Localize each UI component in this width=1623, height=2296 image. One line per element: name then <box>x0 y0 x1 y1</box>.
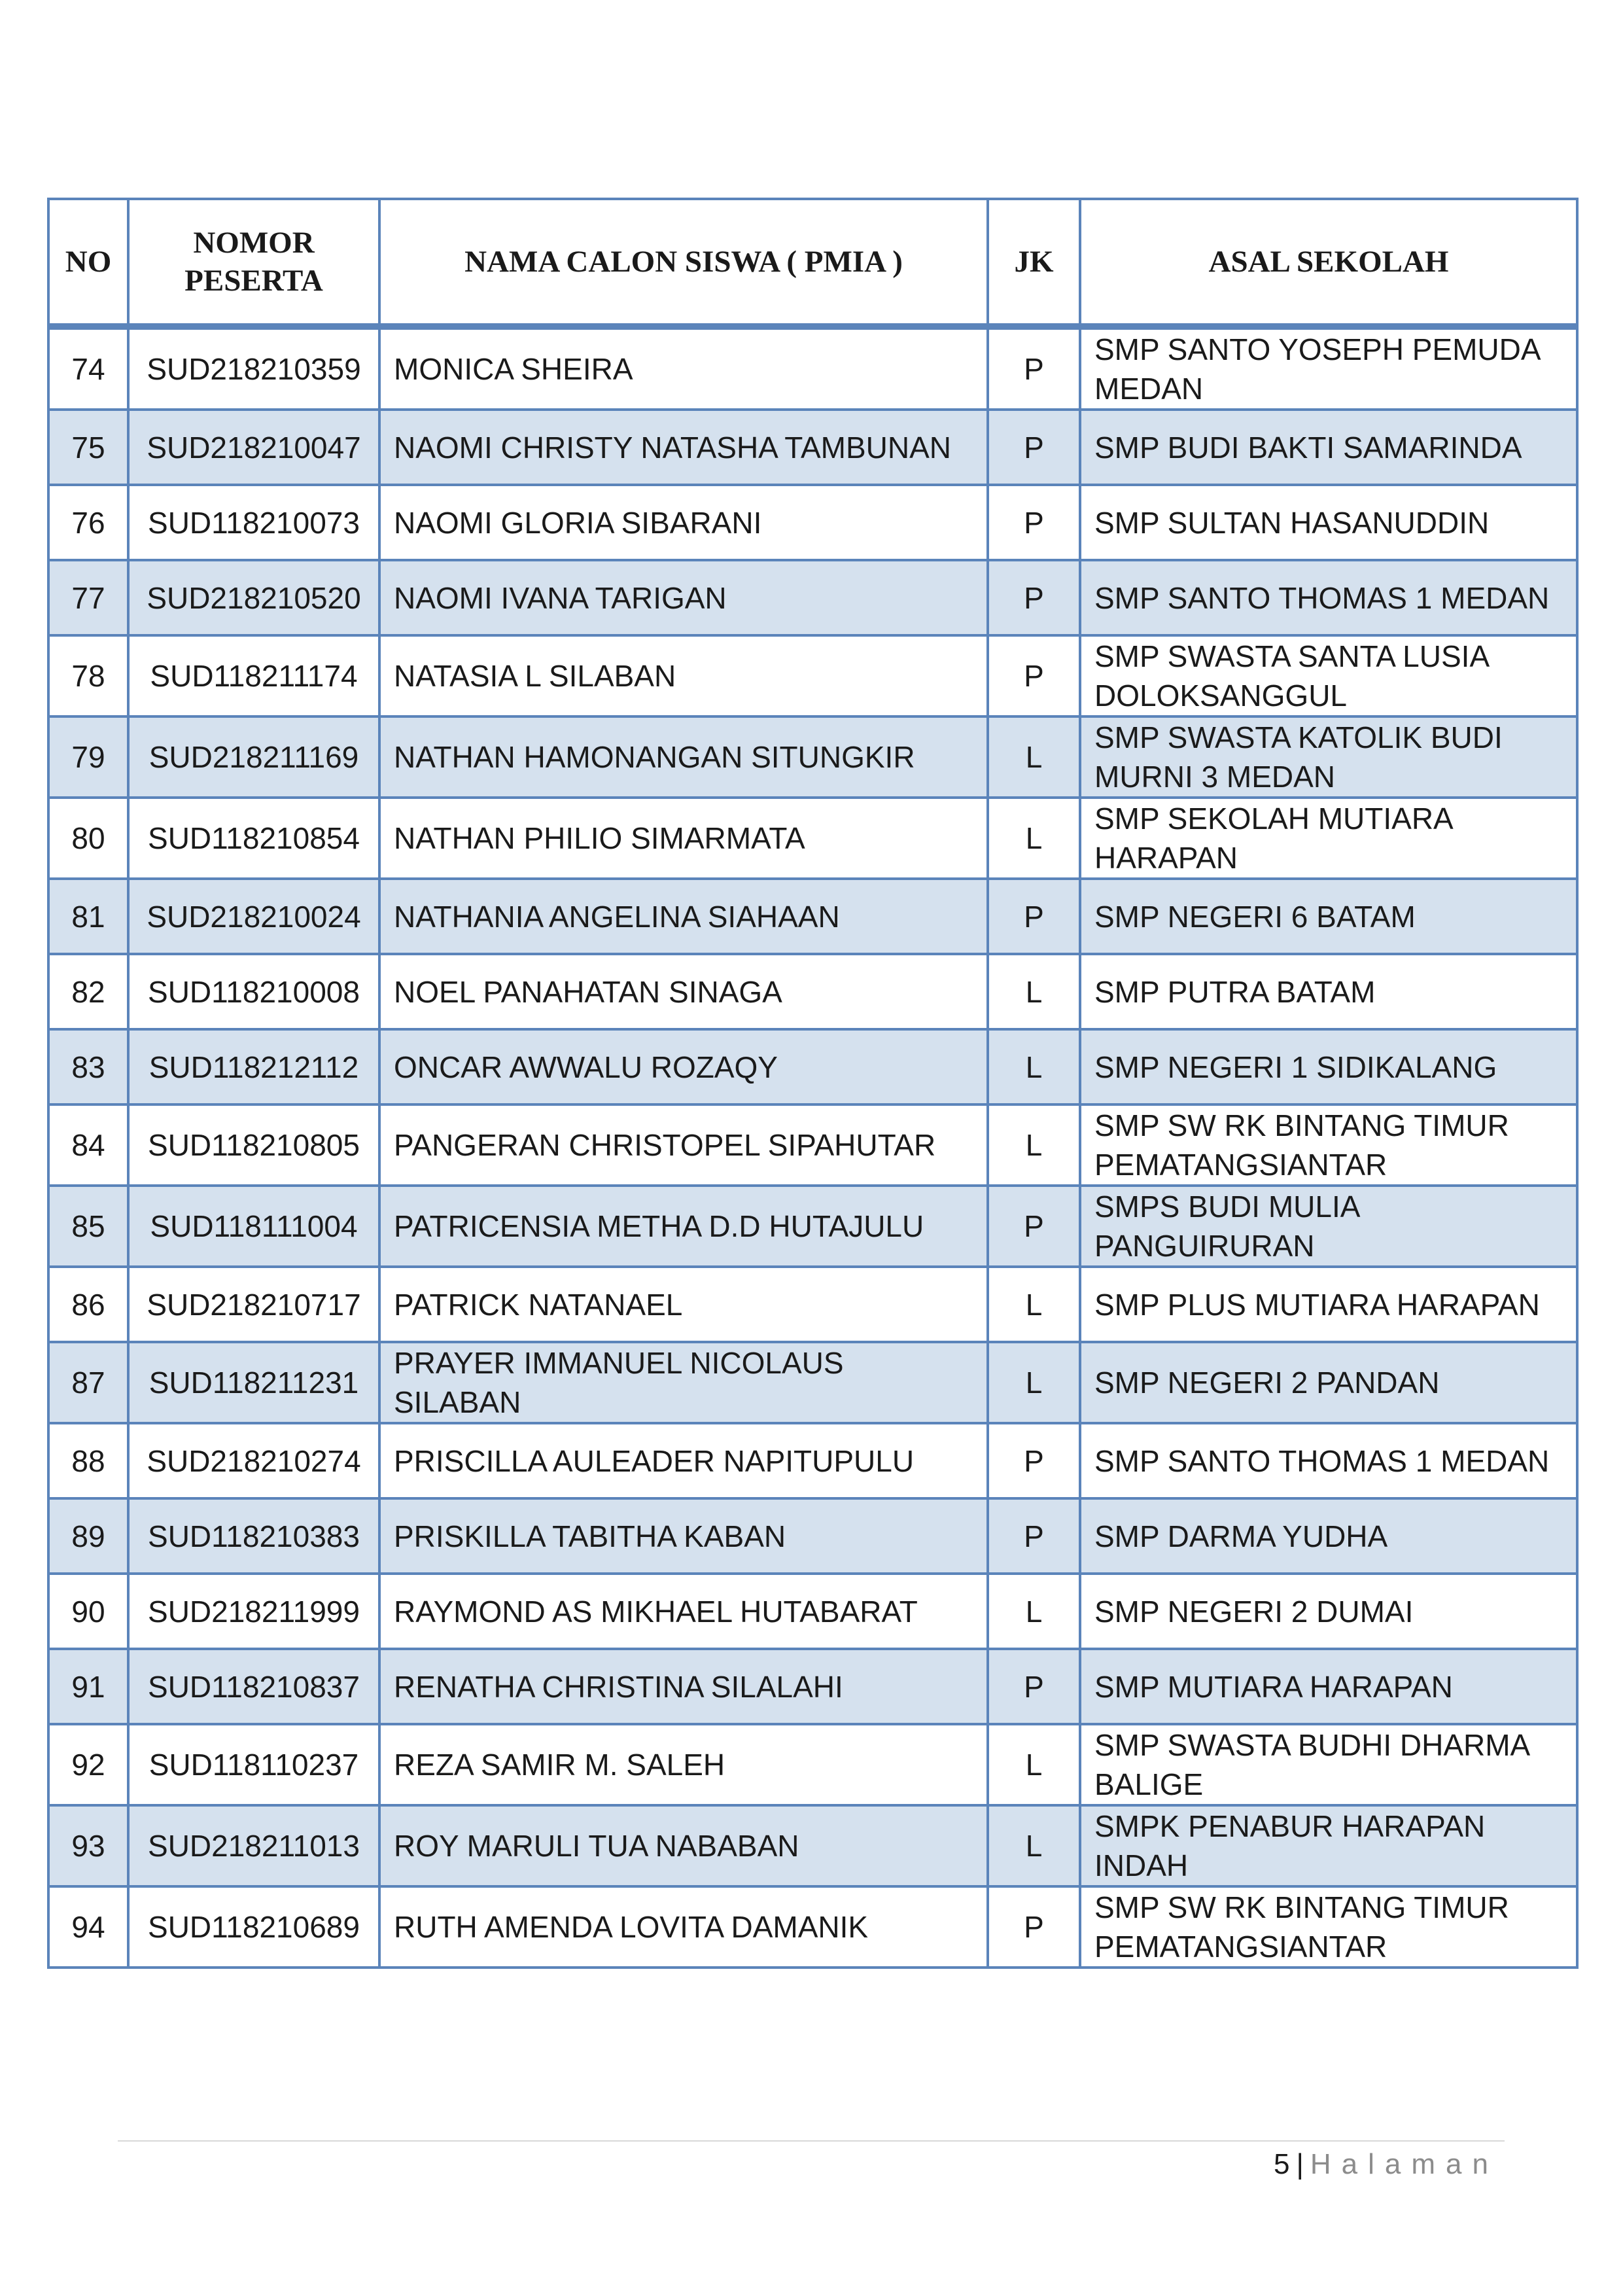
cell-jk: P <box>988 560 1080 635</box>
cell-jk: P <box>988 1886 1080 1968</box>
cell-nama: NATHANIA ANGELINA SIAHAAN <box>379 879 988 954</box>
cell-nama: PANGERAN CHRISTOPEL SIPAHUTAR <box>379 1104 988 1186</box>
cell-nomor-peserta: SUD118210689 <box>128 1886 379 1968</box>
header-asal-sekolah: ASAL SEKOLAH <box>1080 199 1577 327</box>
cell-nama: ROY MARULI TUA NABABAN <box>379 1805 988 1886</box>
cell-nama: ONCAR AWWALU ROZAQY <box>379 1029 988 1104</box>
cell-asal-sekolah: SMP SWASTA BUDHI DHARMA BALIGE <box>1080 1724 1577 1805</box>
table-row <box>48 485 1577 560</box>
header-nomor-line2: PESERTA <box>184 264 323 298</box>
page-footer <box>1274 2146 1499 2183</box>
cell-asal-sekolah: SMP NEGERI 6 BATAM <box>1080 879 1577 954</box>
cell-nomor-peserta: SUD118210854 <box>128 798 379 879</box>
cell-nomor-peserta: SUD118211231 <box>128 1342 379 1423</box>
cell-jk: L <box>988 1104 1080 1186</box>
cell-jk: L <box>988 1574 1080 1649</box>
cell-nomor-peserta: SUD118212112 <box>128 1029 379 1104</box>
cell-jk: P <box>988 410 1080 485</box>
cell-jk: P <box>988 1423 1080 1498</box>
cell-no: 81 <box>48 879 128 954</box>
cell-nama: PATRICENSIA METHA D.D HUTAJULU <box>379 1186 988 1267</box>
cell-nama: PATRICK NATANAEL <box>379 1267 988 1342</box>
page-label: Halaman <box>1310 2148 1499 2180</box>
cell-jk: L <box>988 1805 1080 1886</box>
cell-no: 83 <box>48 1029 128 1104</box>
table-row <box>48 1574 1577 1649</box>
cell-nomor-peserta: SUD218210047 <box>128 410 379 485</box>
cell-jk: L <box>988 798 1080 879</box>
table-row <box>48 327 1577 410</box>
table-row <box>48 1649 1577 1724</box>
cell-jk: L <box>988 1342 1080 1423</box>
cell-nama: PRAYER IMMANUEL NICOLAUS SILABAN <box>379 1342 988 1423</box>
student-table-container <box>47 198 1576 1969</box>
cell-nomor-peserta: SUD218210520 <box>128 560 379 635</box>
cell-nama: NATHAN PHILIO SIMARMATA <box>379 798 988 879</box>
table-row <box>48 879 1577 954</box>
table-row <box>48 560 1577 635</box>
cell-nomor-peserta: SUD218210274 <box>128 1423 379 1498</box>
page-number: 5 <box>1273 2148 1290 2180</box>
cell-nama: NAOMI IVANA TARIGAN <box>379 560 988 635</box>
cell-nama: RAYMOND AS MIKHAEL HUTABARAT <box>379 1574 988 1649</box>
student-table <box>47 198 1579 1969</box>
cell-nomor-peserta: SUD118210073 <box>128 485 379 560</box>
cell-nama: NAOMI GLORIA SIBARANI <box>379 485 988 560</box>
cell-nomor-peserta: SUD118111004 <box>128 1186 379 1267</box>
cell-nama: PRISKILLA TABITHA KABAN <box>379 1498 988 1574</box>
cell-no: 94 <box>48 1886 128 1968</box>
cell-jk: L <box>988 1029 1080 1104</box>
header-jk: JK <box>988 199 1080 327</box>
cell-nama: NATHAN HAMONANGAN SITUNGKIR <box>379 716 988 798</box>
footer-separator: | <box>1296 2148 1304 2180</box>
table-row <box>48 410 1577 485</box>
cell-asal-sekolah: SMP PUTRA BATAM <box>1080 954 1577 1029</box>
cell-nomor-peserta: SUD118210008 <box>128 954 379 1029</box>
cell-no: 84 <box>48 1104 128 1186</box>
table-row <box>48 1029 1577 1104</box>
cell-nama: REZA SAMIR M. SALEH <box>379 1724 988 1805</box>
cell-no: 78 <box>48 635 128 716</box>
cell-asal-sekolah: SMP NEGERI 2 DUMAI <box>1080 1574 1577 1649</box>
cell-jk: P <box>988 485 1080 560</box>
cell-nama: RUTH AMENDA LOVITA DAMANIK <box>379 1886 988 1968</box>
cell-asal-sekolah: SMP SEKOLAH MUTIARA HARAPAN <box>1080 798 1577 879</box>
header-nomor-peserta <box>128 199 379 327</box>
cell-jk: P <box>988 879 1080 954</box>
table-row <box>48 1498 1577 1574</box>
cell-nama: NAOMI CHRISTY NATASHA TAMBUNAN <box>379 410 988 485</box>
cell-nomor-peserta: SUD218211169 <box>128 716 379 798</box>
table-row <box>48 1724 1577 1805</box>
header-no: NO <box>48 199 128 327</box>
cell-no: 91 <box>48 1649 128 1724</box>
cell-nama: NOEL PANAHATAN SINAGA <box>379 954 988 1029</box>
cell-asal-sekolah: SMP BUDI BAKTI SAMARINDA <box>1080 410 1577 485</box>
cell-no: 80 <box>48 798 128 879</box>
table-row <box>48 1342 1577 1423</box>
cell-asal-sekolah: SMP SWASTA KATOLIK BUDI MURNI 3 MEDAN <box>1080 716 1577 798</box>
cell-asal-sekolah: SMP SANTO THOMAS 1 MEDAN <box>1080 1423 1577 1498</box>
cell-no: 82 <box>48 954 128 1029</box>
cell-no: 74 <box>48 327 128 410</box>
cell-nomor-peserta: SUD118210837 <box>128 1649 379 1724</box>
cell-asal-sekolah: SMP SULTAN HASANUDDIN <box>1080 485 1577 560</box>
header-row <box>48 199 1577 327</box>
cell-asal-sekolah: SMP NEGERI 2 PANDAN <box>1080 1342 1577 1423</box>
cell-no: 75 <box>48 410 128 485</box>
cell-asal-sekolah: SMPK PENABUR HARAPAN INDAH <box>1080 1805 1577 1886</box>
cell-jk: L <box>988 716 1080 798</box>
cell-no: 79 <box>48 716 128 798</box>
cell-no: 77 <box>48 560 128 635</box>
cell-nomor-peserta: SUD218211999 <box>128 1574 379 1649</box>
cell-no: 76 <box>48 485 128 560</box>
cell-nomor-peserta: SUD218210024 <box>128 879 379 954</box>
cell-jk: L <box>988 954 1080 1029</box>
cell-no: 89 <box>48 1498 128 1574</box>
cell-asal-sekolah: SMP MUTIARA HARAPAN <box>1080 1649 1577 1724</box>
table-row <box>48 1805 1577 1886</box>
cell-nomor-peserta: SUD218210359 <box>128 327 379 410</box>
cell-nomor-peserta: SUD218210717 <box>128 1267 379 1342</box>
table-row <box>48 635 1577 716</box>
cell-jk: P <box>988 635 1080 716</box>
cell-nama: NATASIA L SILABAN <box>379 635 988 716</box>
cell-asal-sekolah: SMP SW RK BINTANG TIMUR PEMATANGSIANTAR <box>1080 1886 1577 1968</box>
table-row <box>48 1186 1577 1267</box>
table-row <box>48 1104 1577 1186</box>
cell-jk: P <box>988 1186 1080 1267</box>
cell-nomor-peserta: SUD118210383 <box>128 1498 379 1574</box>
table-row <box>48 798 1577 879</box>
footer-divider <box>118 2140 1505 2142</box>
cell-no: 86 <box>48 1267 128 1342</box>
cell-jk: L <box>988 1724 1080 1805</box>
table-row <box>48 716 1577 798</box>
cell-nama: PRISCILLA AULEADER NAPITUPULU <box>379 1423 988 1498</box>
cell-no: 93 <box>48 1805 128 1886</box>
cell-jk: P <box>988 327 1080 410</box>
cell-asal-sekolah: SMP SANTO YOSEPH PEMUDA MEDAN <box>1080 327 1577 410</box>
cell-asal-sekolah: SMP NEGERI 1 SIDIKALANG <box>1080 1029 1577 1104</box>
cell-nomor-peserta: SUD218211013 <box>128 1805 379 1886</box>
cell-jk: L <box>988 1267 1080 1342</box>
cell-no: 85 <box>48 1186 128 1267</box>
cell-no: 88 <box>48 1423 128 1498</box>
cell-asal-sekolah: SMP SWASTA SANTA LUSIA DOLOKSANGGUL <box>1080 635 1577 716</box>
cell-asal-sekolah: SMP PLUS MUTIARA HARAPAN <box>1080 1267 1577 1342</box>
table-row <box>48 1423 1577 1498</box>
cell-asal-sekolah: SMP SW RK BINTANG TIMUR PEMATANGSIANTAR <box>1080 1104 1577 1186</box>
cell-nomor-peserta: SUD118210805 <box>128 1104 379 1186</box>
cell-jk: P <box>988 1498 1080 1574</box>
cell-nama: MONICA SHEIRA <box>379 327 988 410</box>
cell-nama: RENATHA CHRISTINA SILALAHI <box>379 1649 988 1724</box>
table-row <box>48 1267 1577 1342</box>
cell-no: 92 <box>48 1724 128 1805</box>
header-nama: NAMA CALON SISWA ( PMIA ) <box>379 199 988 327</box>
table-header <box>48 199 1577 327</box>
table-body <box>48 327 1577 1968</box>
cell-asal-sekolah: SMP DARMA YUDHA <box>1080 1498 1577 1574</box>
cell-asal-sekolah: SMPS BUDI MULIA PANGUIRURAN <box>1080 1186 1577 1267</box>
cell-jk: P <box>988 1649 1080 1724</box>
cell-no: 87 <box>48 1342 128 1423</box>
cell-nomor-peserta: SUD118211174 <box>128 635 379 716</box>
cell-asal-sekolah: SMP SANTO THOMAS 1 MEDAN <box>1080 560 1577 635</box>
cell-no: 90 <box>48 1574 128 1649</box>
table-row <box>48 954 1577 1029</box>
header-nomor-line1: NOMOR <box>193 226 315 260</box>
cell-nomor-peserta: SUD118110237 <box>128 1724 379 1805</box>
table-row <box>48 1886 1577 1968</box>
